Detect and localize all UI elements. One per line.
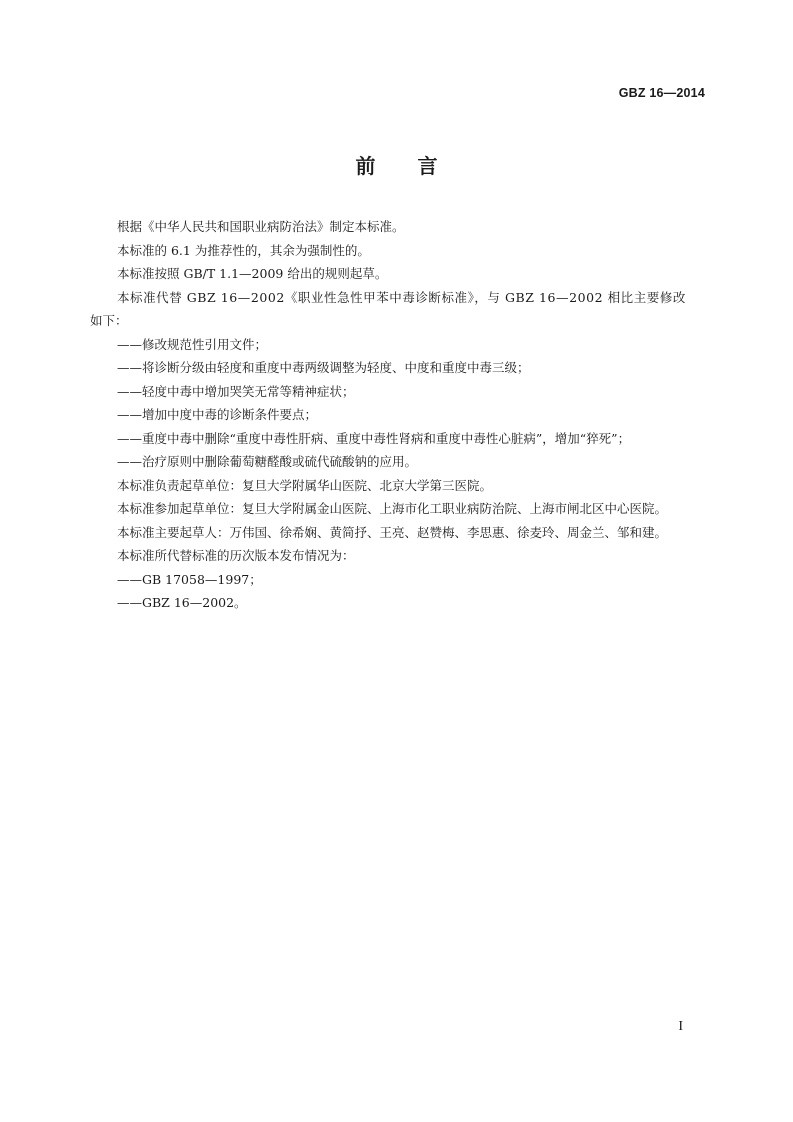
change-item: ——治疗原则中删除葡萄糖醛酸或硫代硫酸钠的应用。 (117, 454, 418, 469)
page-number: I (678, 1019, 683, 1034)
paragraph-participating-drafters: 本标准参加起草单位：复旦大学附属金山医院、上海市化工职业病防治院、上海市闸北区中心医院。 (117, 501, 668, 516)
paragraph-recommended-clause: 本标准的 6.1 为推荐性的，其余为强制性的。 (117, 242, 370, 258)
version-item: ——GB 17058—1997； (117, 571, 262, 587)
version-item: ——GBZ 16—2002。 (117, 595, 247, 610)
paragraph-drafting-rules: 本标准按照 GB/T 1.1—2009 给出的规则起草。 (117, 266, 388, 281)
change-item: ——修改规范性引用文件； (117, 336, 268, 352)
change-item: ——轻度中毒中增加哭笑无常等精神症状； (117, 383, 355, 399)
paragraph-replacement: 本标准代替 GBZ 16—2002《职业性急性甲苯中毒诊断标准》，与 GBZ 16—2002 相比主要修改 (117, 289, 686, 305)
paragraph-replacement-continued: 如下： (90, 313, 128, 328)
paragraph-lead-drafters: 本标准负责起草单位：复旦大学附属华山医院、北京大学第三医院。 (117, 477, 493, 493)
change-item: ——重度中毒中删除“重度中毒性肝病、重度中毒性肾病和重度中毒性心脏病”，增加“猝死”； (117, 430, 631, 446)
page-title: 前言 (355, 154, 480, 178)
paragraph-main-drafters: 本标准主要起草人：万伟国、徐希娴、黄简抒、王亮、赵赞梅、李思惠、徐麦玲、周金兰、邹和建。 (117, 524, 668, 540)
paragraph-legal-basis: 根据《中华人民共和国职业病防治法》制定本标准。 (117, 219, 405, 234)
standard-code: GBZ 16—2014 (618, 86, 705, 100)
change-item: ——增加中度中毒的诊断条件要点； (117, 407, 318, 422)
paragraph-version-history: 本标准所代替标准的历次版本发布情况为： (117, 548, 355, 563)
change-item: ——将诊断分级由轻度和重度中毒两级调整为轻度、中度和重度中毒三级； (117, 360, 530, 375)
document-body (90, 215, 708, 615)
